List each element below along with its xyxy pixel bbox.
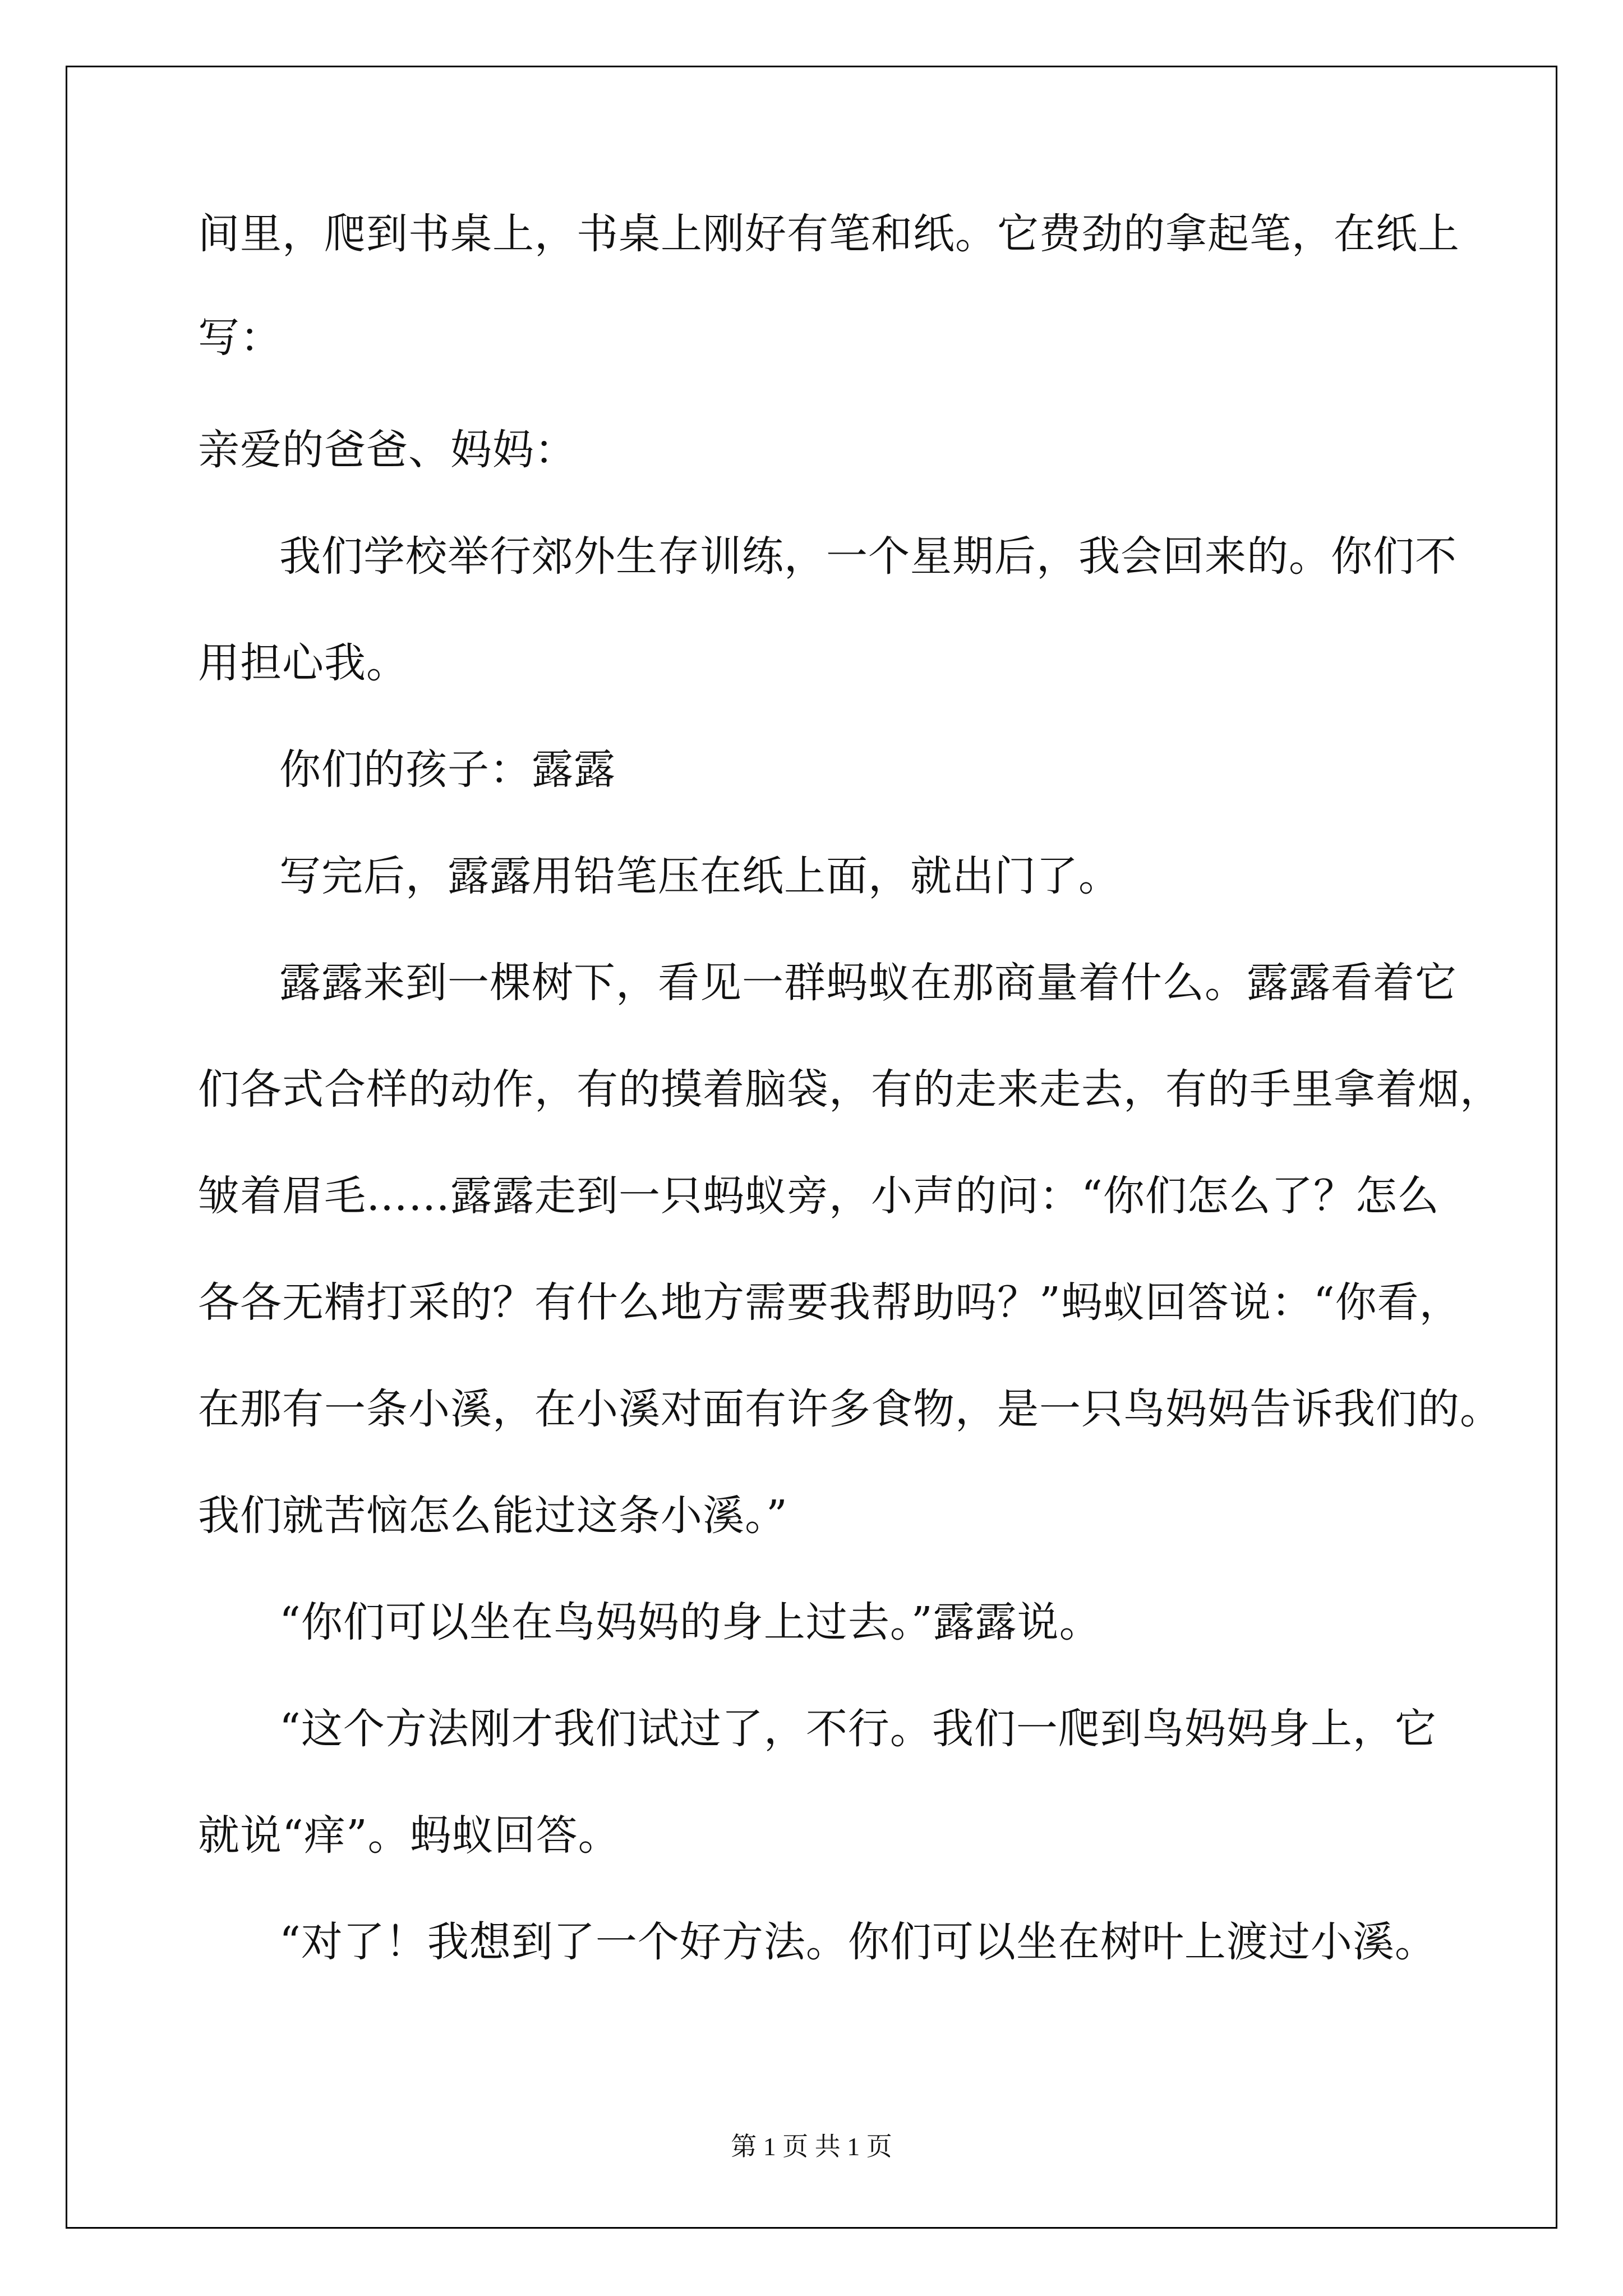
text-line: 们各式合样的动作，有的摸着脑袋，有的走来走去，有的手里拿着烟， xyxy=(198,1065,1502,1114)
text-line: 我们学校举行郊外生存训练，一个星期后，我会回来的。你们不 xyxy=(279,532,1457,581)
text-line: 皱着眉毛……露露走到一只蚂蚁旁，小声的问：“你们怎么了？怎么 xyxy=(198,1172,1440,1220)
page-number-footer: 第 1 页 共 1 页 xyxy=(731,2132,892,2161)
text-line: “对了！我想到了一个好方法。你们可以坐在树叶上渡过小溪。 xyxy=(279,1918,1437,1966)
text-line: 间里，爬到书桌上，书桌上刚好有笔和纸。它费劲的拿起笔，在纸上 xyxy=(198,210,1460,258)
text-line: 亲爱的爸爸、妈妈： xyxy=(198,426,577,474)
text-line: 你们的孩子：露露 xyxy=(279,746,616,794)
page-border xyxy=(66,66,1557,2229)
text-line: “这个方法刚才我们试过了，不行。我们一爬到鸟妈妈身上，它 xyxy=(279,1705,1437,1753)
text-line: “你们可以坐在鸟妈妈的身上过去。”露露说。 xyxy=(279,1598,1101,1646)
text-line: 露露来到一棵树下，看见一群蚂蚁在那商量着什么。露露看着它 xyxy=(279,959,1457,1007)
text-line: 用担心我。 xyxy=(198,639,408,687)
text-line: 各各无精打采的？有什么地方需要我帮助吗？”蚂蚁回答说：“你看， xyxy=(198,1278,1461,1327)
text-line: 我们就苦恼怎么能过这条小溪。” xyxy=(198,1492,788,1540)
text-line: 写： xyxy=(198,314,282,362)
text-line: 就说“痒”。蚂蚁回答。 xyxy=(198,1811,620,1860)
text-line: 写完后，露露用铅笔压在纸上面，就出门了。 xyxy=(279,852,1121,900)
text-line: 在那有一条小溪，在小溪对面有许多食物，是一只鸟妈妈告诉我们的。 xyxy=(198,1385,1502,1433)
